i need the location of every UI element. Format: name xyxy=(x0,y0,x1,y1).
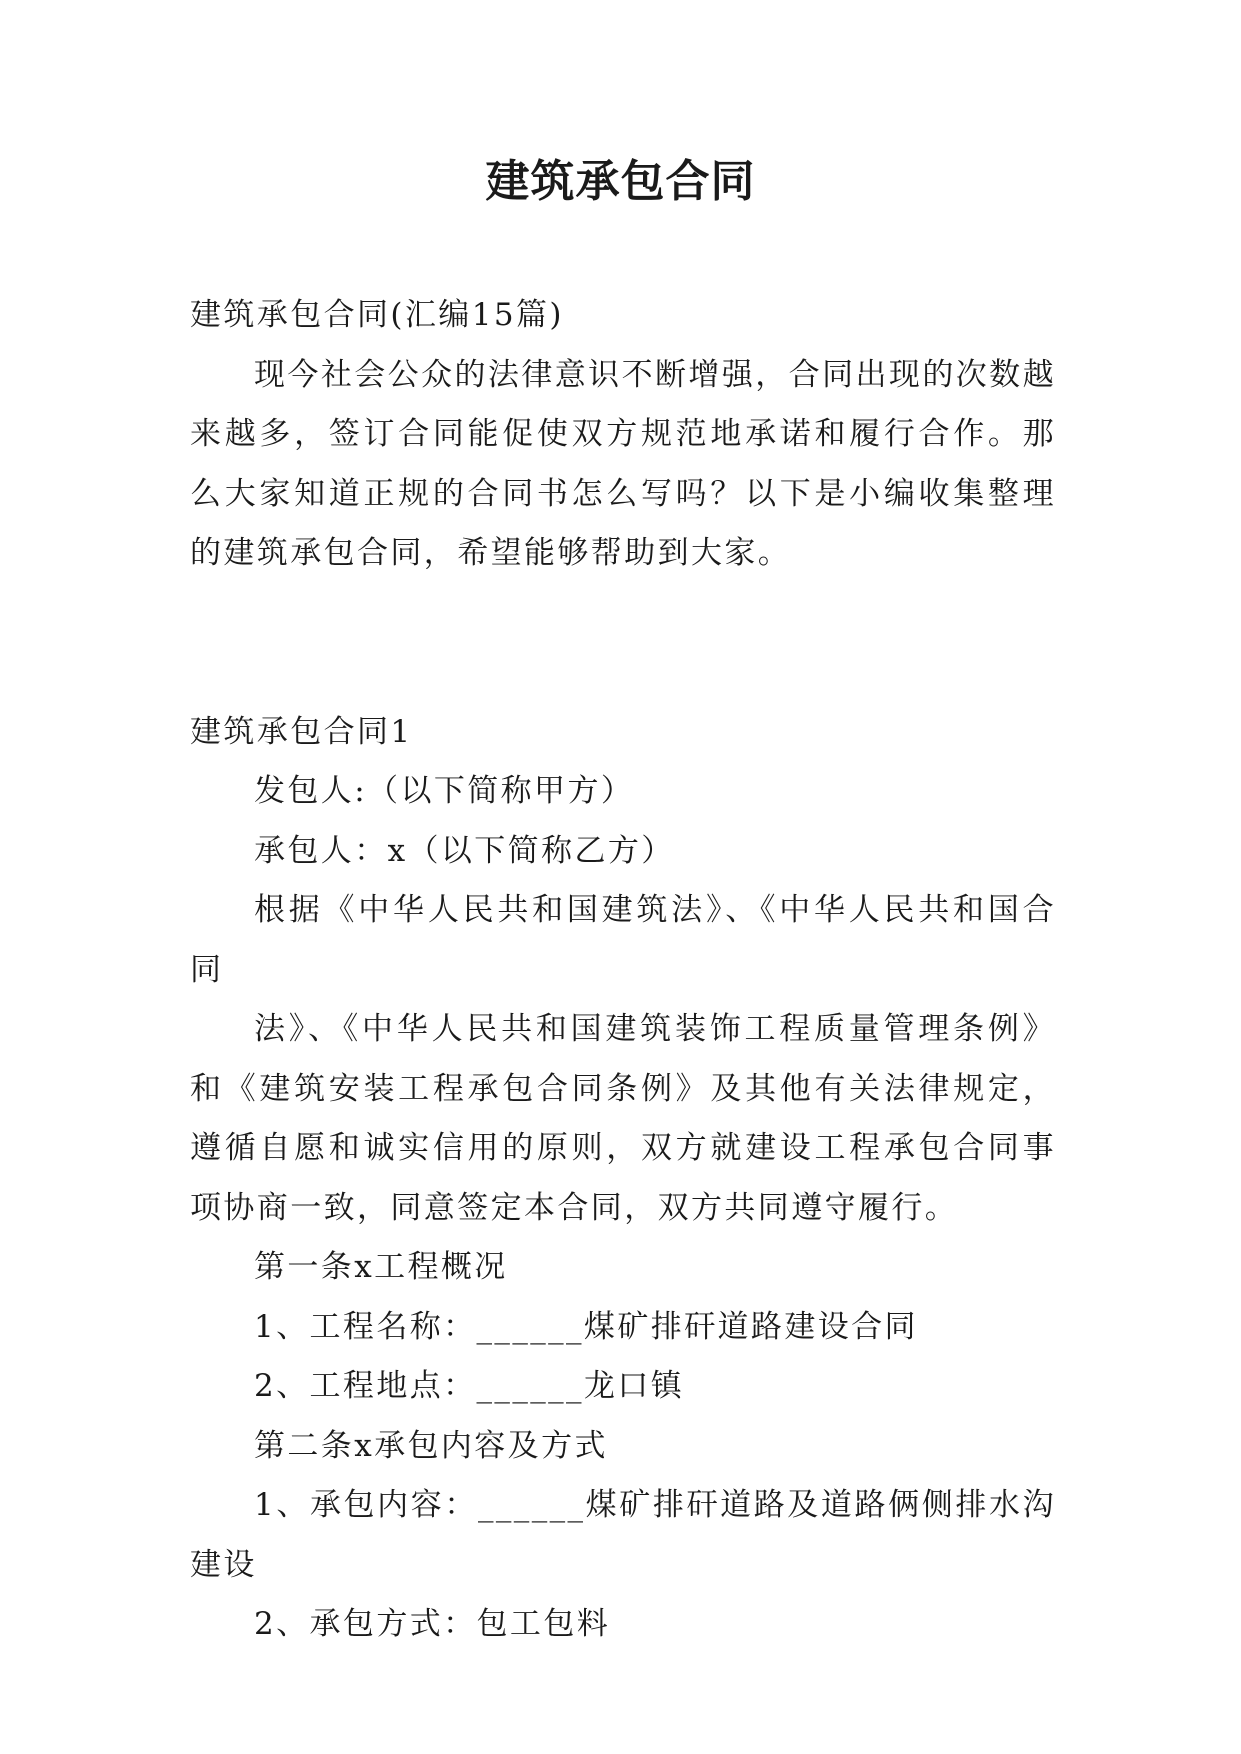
party-b-line: 承包人：x（以下简称乙方） xyxy=(254,832,675,869)
article-2-heading: 第二条x承包内容及方式 xyxy=(254,1427,608,1464)
article-1-heading: 第一条x工程概况 xyxy=(254,1249,508,1285)
document-title: 建筑承包合同 xyxy=(485,156,756,207)
legal-basis-paragraph: 法》、《中华人民共和国建筑装饰工程质量管理条例》和《建筑安装工程承包合同条例》及其他有关法律规定，遵循自愿和诚实信用的原则，双方就建设工程承包合同事项协商一致，同意签定本合同，双方共同遵守履行。 xyxy=(190,1011,1056,1226)
section-heading: 建筑承包合同1 xyxy=(190,713,413,750)
section-spacer xyxy=(190,584,1056,703)
contract-method-line: 2、承包方式：包工包料 xyxy=(254,1606,611,1642)
project-name-line: 1、工程名称：______煤矿排矸道路建设合同 xyxy=(254,1308,918,1345)
party-a-line: 发包人:（以下简称甲方） xyxy=(254,773,635,809)
intro-paragraph: 现今社会公众的法律意识不断增强，合同出现的次数越来越多，签订合同能促使双方规范地承诺和履行合作。那么大家知道正规的合同书怎么写吗？以下是小编收集整理的建筑承包合同，希望能够帮助到大家。 xyxy=(190,356,1056,571)
legal-basis-line: 根据《中华人民共和国建筑法》、《中华人民共和国合同 xyxy=(190,892,1056,988)
project-location-line: 2、工程地点：______龙口镇 xyxy=(254,1368,685,1404)
document-body xyxy=(190,286,1056,1655)
contract-content-line: 1、承包内容：______煤矿排矸道路及道路俩侧排水沟建设 xyxy=(190,1487,1056,1583)
document-subtitle: 建筑承包合同(汇编15篇) xyxy=(190,297,564,333)
